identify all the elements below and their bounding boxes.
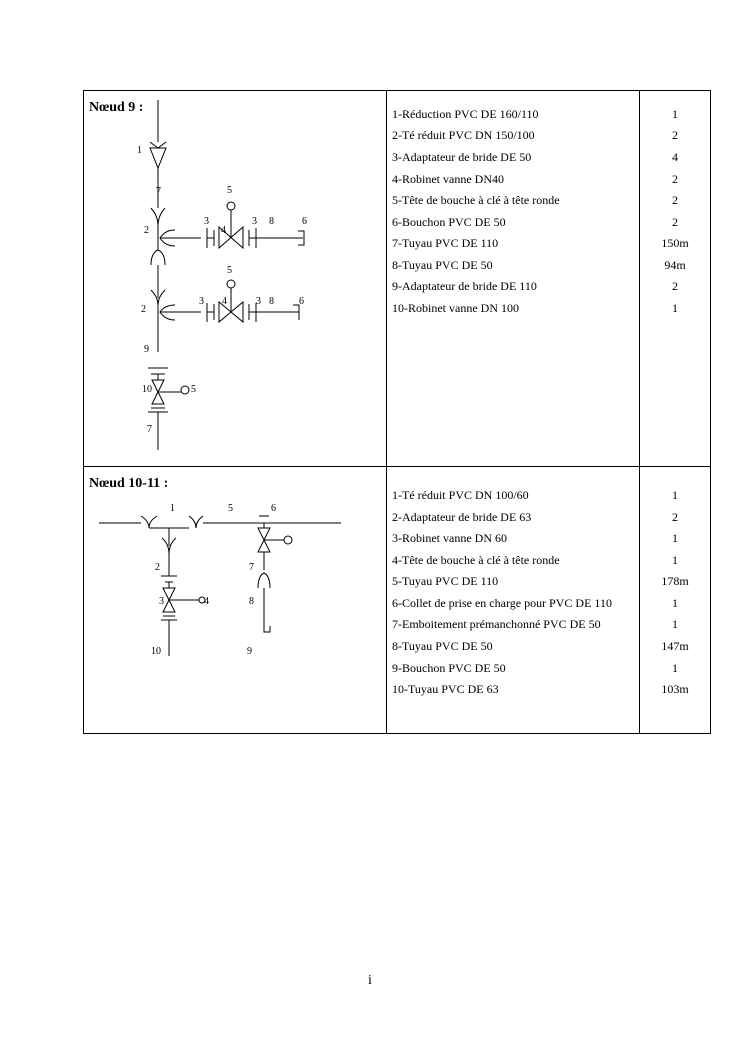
quantity: 2 — [672, 510, 678, 524]
table-border-right — [710, 90, 711, 734]
table-row: 7-Emboitement prémanchonné PVC DE 50 — [392, 617, 601, 631]
diagram-label: 1 — [137, 145, 142, 156]
table-row: 2-Té réduit PVC DN 150/100 — [392, 128, 535, 142]
diagram-label: 1 — [170, 503, 175, 514]
table-row: 8-Tuyau PVC DE 50 — [392, 639, 493, 653]
quantity: 1 — [672, 596, 678, 610]
page-number: i — [368, 973, 372, 988]
quantity: 1 — [672, 107, 678, 121]
table-row: 9-Bouchon PVC DE 50 — [392, 661, 506, 675]
table-row: 5-Tête de bouche à clé à tête ronde — [392, 193, 560, 207]
table-row: 6-Collet de prise en charge pour PVC DE 110 — [392, 596, 612, 610]
quantity: 1 — [672, 531, 678, 545]
table-row: 10-Robinet vanne DN 100 — [392, 301, 519, 315]
node-title: Nœud 10-11 : — [89, 476, 169, 491]
node-9-diagram — [83, 90, 383, 470]
diagram-label: 3 — [199, 296, 204, 307]
diagram-label: 3 — [159, 596, 164, 607]
diagram-label: 9 — [247, 646, 252, 657]
quantity: 4 — [672, 150, 678, 164]
table-row: 8-Tuyau PVC DE 50 — [392, 258, 493, 272]
quantity: 2 — [672, 172, 678, 186]
diagram-label: 9 — [144, 344, 149, 355]
diagram-label: 3 — [204, 216, 209, 227]
diagram-label: 5 — [227, 265, 232, 276]
table-row: 4-Tête de bouche à clé à tête ronde — [392, 553, 560, 567]
table-row: 6-Bouchon PVC DE 50 — [392, 215, 506, 229]
table-row: 1-Réduction PVC DE 160/110 — [392, 107, 539, 121]
quantity: 2 — [672, 128, 678, 142]
quantity: 178m — [661, 574, 689, 588]
quantity: 1 — [672, 553, 678, 567]
table-row: 2-Adaptateur de bride DE 63 — [392, 510, 532, 524]
diagram-label: 2 — [144, 225, 149, 236]
quantity: 2 — [672, 279, 678, 293]
diagram-label: 3 — [252, 216, 257, 227]
diagram-label: 3 — [256, 296, 261, 307]
quantity: 147m — [661, 639, 689, 653]
diagram-label: 10 — [151, 646, 161, 657]
quantity: 2 — [672, 215, 678, 229]
column-divider-diagram — [386, 90, 387, 734]
table-row: 5-Tuyau PVC DE 110 — [392, 574, 499, 588]
quantity: 1 — [672, 661, 678, 675]
table-row: 3-Adaptateur de bride DE 50 — [392, 150, 532, 164]
quantity: 94m — [664, 258, 686, 272]
diagram-label: 7 — [249, 562, 254, 573]
diagram-label: 7 — [147, 424, 152, 435]
diagram-label: 6 — [271, 503, 276, 514]
table-row: 1-Té réduit PVC DN 100/60 — [392, 488, 529, 502]
quantity: 103m — [661, 682, 689, 696]
node-10-11-diagram — [83, 466, 383, 737]
table-row: 4-Robinet vanne DN40 — [392, 172, 504, 186]
quantity: 1 — [672, 301, 678, 315]
diagram-label: 5 — [228, 503, 233, 514]
diagram-label: 7 — [156, 186, 161, 197]
diagram-label: 2 — [141, 304, 146, 315]
quantity: 150m — [661, 236, 689, 250]
table-row: 7-Tuyau PVC DE 110 — [392, 236, 499, 250]
equipment-table — [83, 90, 711, 734]
node-title: Nœud 9 : — [89, 100, 144, 115]
diagram-label: 8 — [269, 296, 274, 307]
diagram-label: 4 — [204, 596, 209, 607]
diagram-label: 6 — [302, 216, 307, 227]
diagram-label: 5 — [191, 384, 196, 395]
table-row: 10-Tuyau PVC DE 63 — [392, 682, 499, 696]
quantity: 1 — [672, 488, 678, 502]
diagram-label: 2 — [155, 562, 160, 573]
diagram-label: 5 — [227, 185, 232, 196]
quantity: 1 — [672, 617, 678, 631]
diagram-label: 8 — [249, 596, 254, 607]
table-row: 9-Adaptateur de bride DE 110 — [392, 279, 537, 293]
diagram-label: 10 — [142, 384, 152, 395]
column-divider-qty — [639, 90, 640, 734]
quantity: 2 — [672, 193, 678, 207]
diagram-label: 4 — [222, 296, 227, 307]
diagram-label: 6 — [299, 296, 304, 307]
diagram-label: 8 — [269, 216, 274, 227]
diagram-label: 4 — [221, 225, 226, 236]
table-row: 3-Robinet vanne DN 60 — [392, 531, 507, 545]
